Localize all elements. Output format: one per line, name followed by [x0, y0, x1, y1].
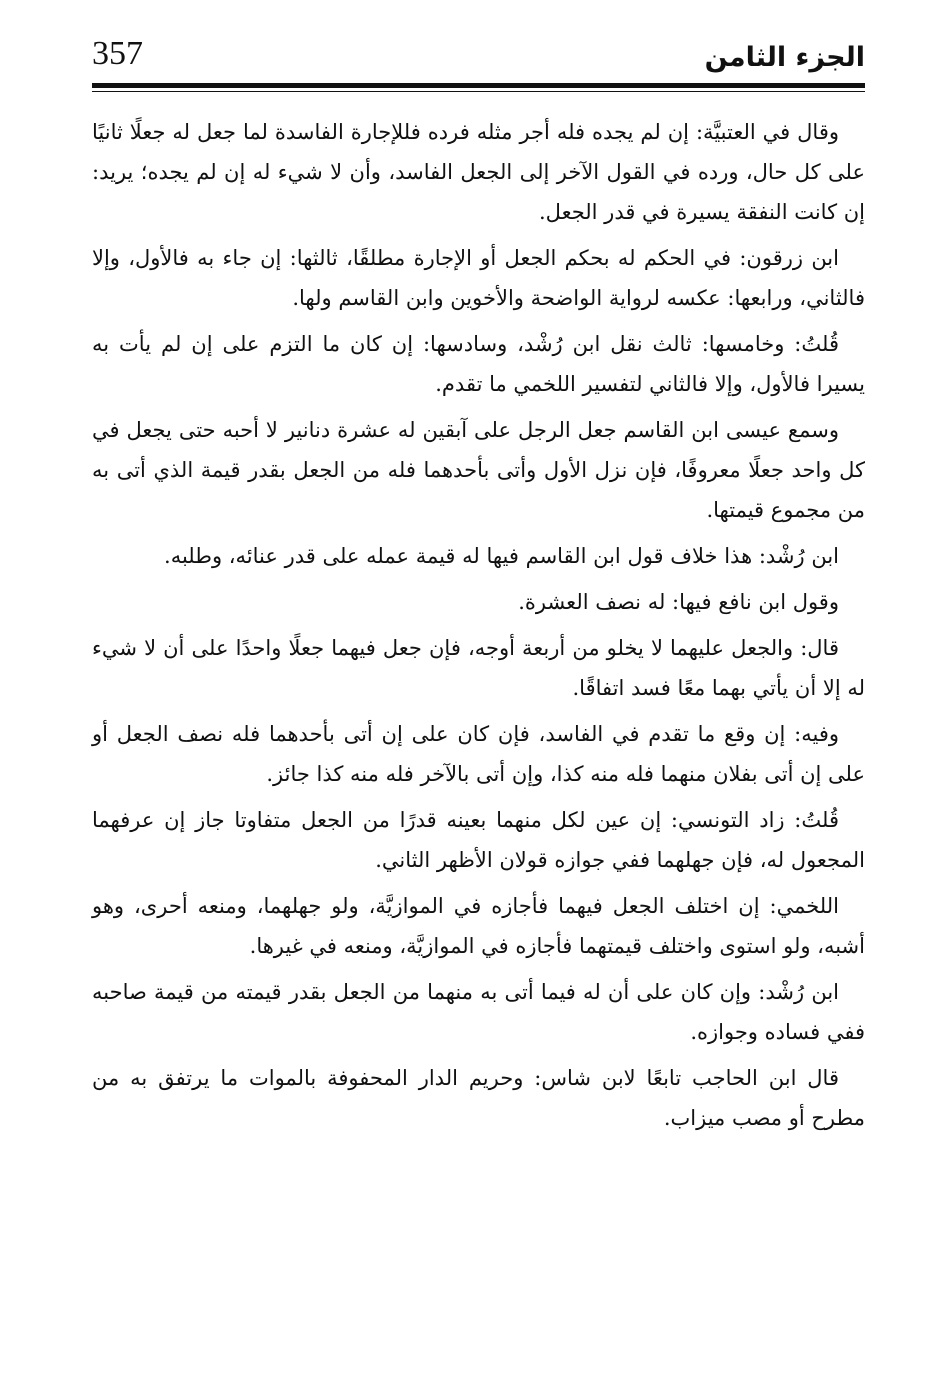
paragraph-9: قُلتُ: زاد التونسي: إن عين لكل منهما بعينه قدرًا من الجعل متفاوتا جاز إن عرفهما المجعول له، فإن جهلهما ففي جوازه قولان الأظهر الثاني. — [92, 808, 865, 872]
header-rule-thin — [92, 91, 865, 92]
paragraph-4: وسمع عيسى ابن القاسم جعل الرجل على آبقين له عشرة دنانير لا أحبه حتى يجعل في كل واحد جعلًا معروفًا، فإن نزل الأول وأتى بأحدهما فله من الجعل بقدر قيمة الذي أتى به من مجموع قيمتها. — [92, 418, 865, 522]
paragraph-3: قُلتُ: وخامسها: ثالث نقل ابن رُشْد، وسادسها: إن كان ما التزم على إن لم يأت به يسيرا فالأول، وإلا فالثاني لتفسير اللخمي ما تقدم. — [92, 332, 865, 396]
page-number: 357 — [92, 35, 143, 72]
page-header — [92, 30, 865, 82]
header-rule-thick — [92, 83, 865, 88]
paragraph-5: ابن رُشْد: هذا خلاف قول ابن القاسم فيها له قيمة عمله على قدر عنائه، وطلبه. — [164, 544, 839, 568]
paragraph-2: ابن زرقون: في الحكم له بحكم الجعل أو الإجارة مطلقًا، ثالثها: إن جاء به فالأول، وإلا فالثاني، ورابعها: عكسه لرواية الواضحة والأخوين وابن القاسم ولها. — [92, 246, 865, 310]
paragraph-8: وفيه: إن وقع ما تقدم في الفاسد، فإن كان على إن أتى بأحدهما فله نصف الجعل أو على إن أتى بفلان منهما فله منه كذا، وإن أتى بالآخر فله منه كذا جائز. — [92, 722, 865, 786]
volume-title: الجزء الثامن — [704, 42, 865, 73]
page-body — [92, 112, 865, 1144]
paragraph-1: وقال في العتبيَّة: إن لم يجده فله أجر مثله فرده فللإجارة الفاسدة لما جعل له جعلًا ثانيًا على كل حال، ورده في القول الآخر إلى الجعل الفاسد، وأن لا شيء له إن لم يجده؛ يريد: إن كانت النفقة يسيرة في قدر الجعل. — [92, 120, 865, 224]
paragraph-7: قال: والجعل عليهما لا يخلو من أربعة أوجه، فإن جعل فيهما جعلًا واحدًا على أن لا شيء له إلا أن يأتي بهما معًا فسد اتفاقًا. — [92, 636, 865, 700]
paragraph-10: اللخمي: إن اختلف الجعل فيهما فأجازه في الموازيَّة، ولو جهلهما، ومنعه أحرى، وهو أشبه، ولو استوى واختلف قيمتهما فأجازه في الموازيَّة، ومنعه في غيرها. — [92, 894, 865, 958]
paragraph-12: قال ابن الحاجب تابعًا لابن شاس: وحريم الدار المحفوفة بالموات ما يرتفق به من مطرح أو مصب ميزاب. — [92, 1066, 865, 1130]
paragraph-6: وقول ابن نافع فيها: له نصف العشرة. — [518, 590, 839, 614]
paragraph-11: ابن رُشْد: وإن كان على أن له فيما أتى به منهما من الجعل بقدر قيمته من قيمة صاحبه ففي فساده وجوازه. — [92, 980, 865, 1044]
